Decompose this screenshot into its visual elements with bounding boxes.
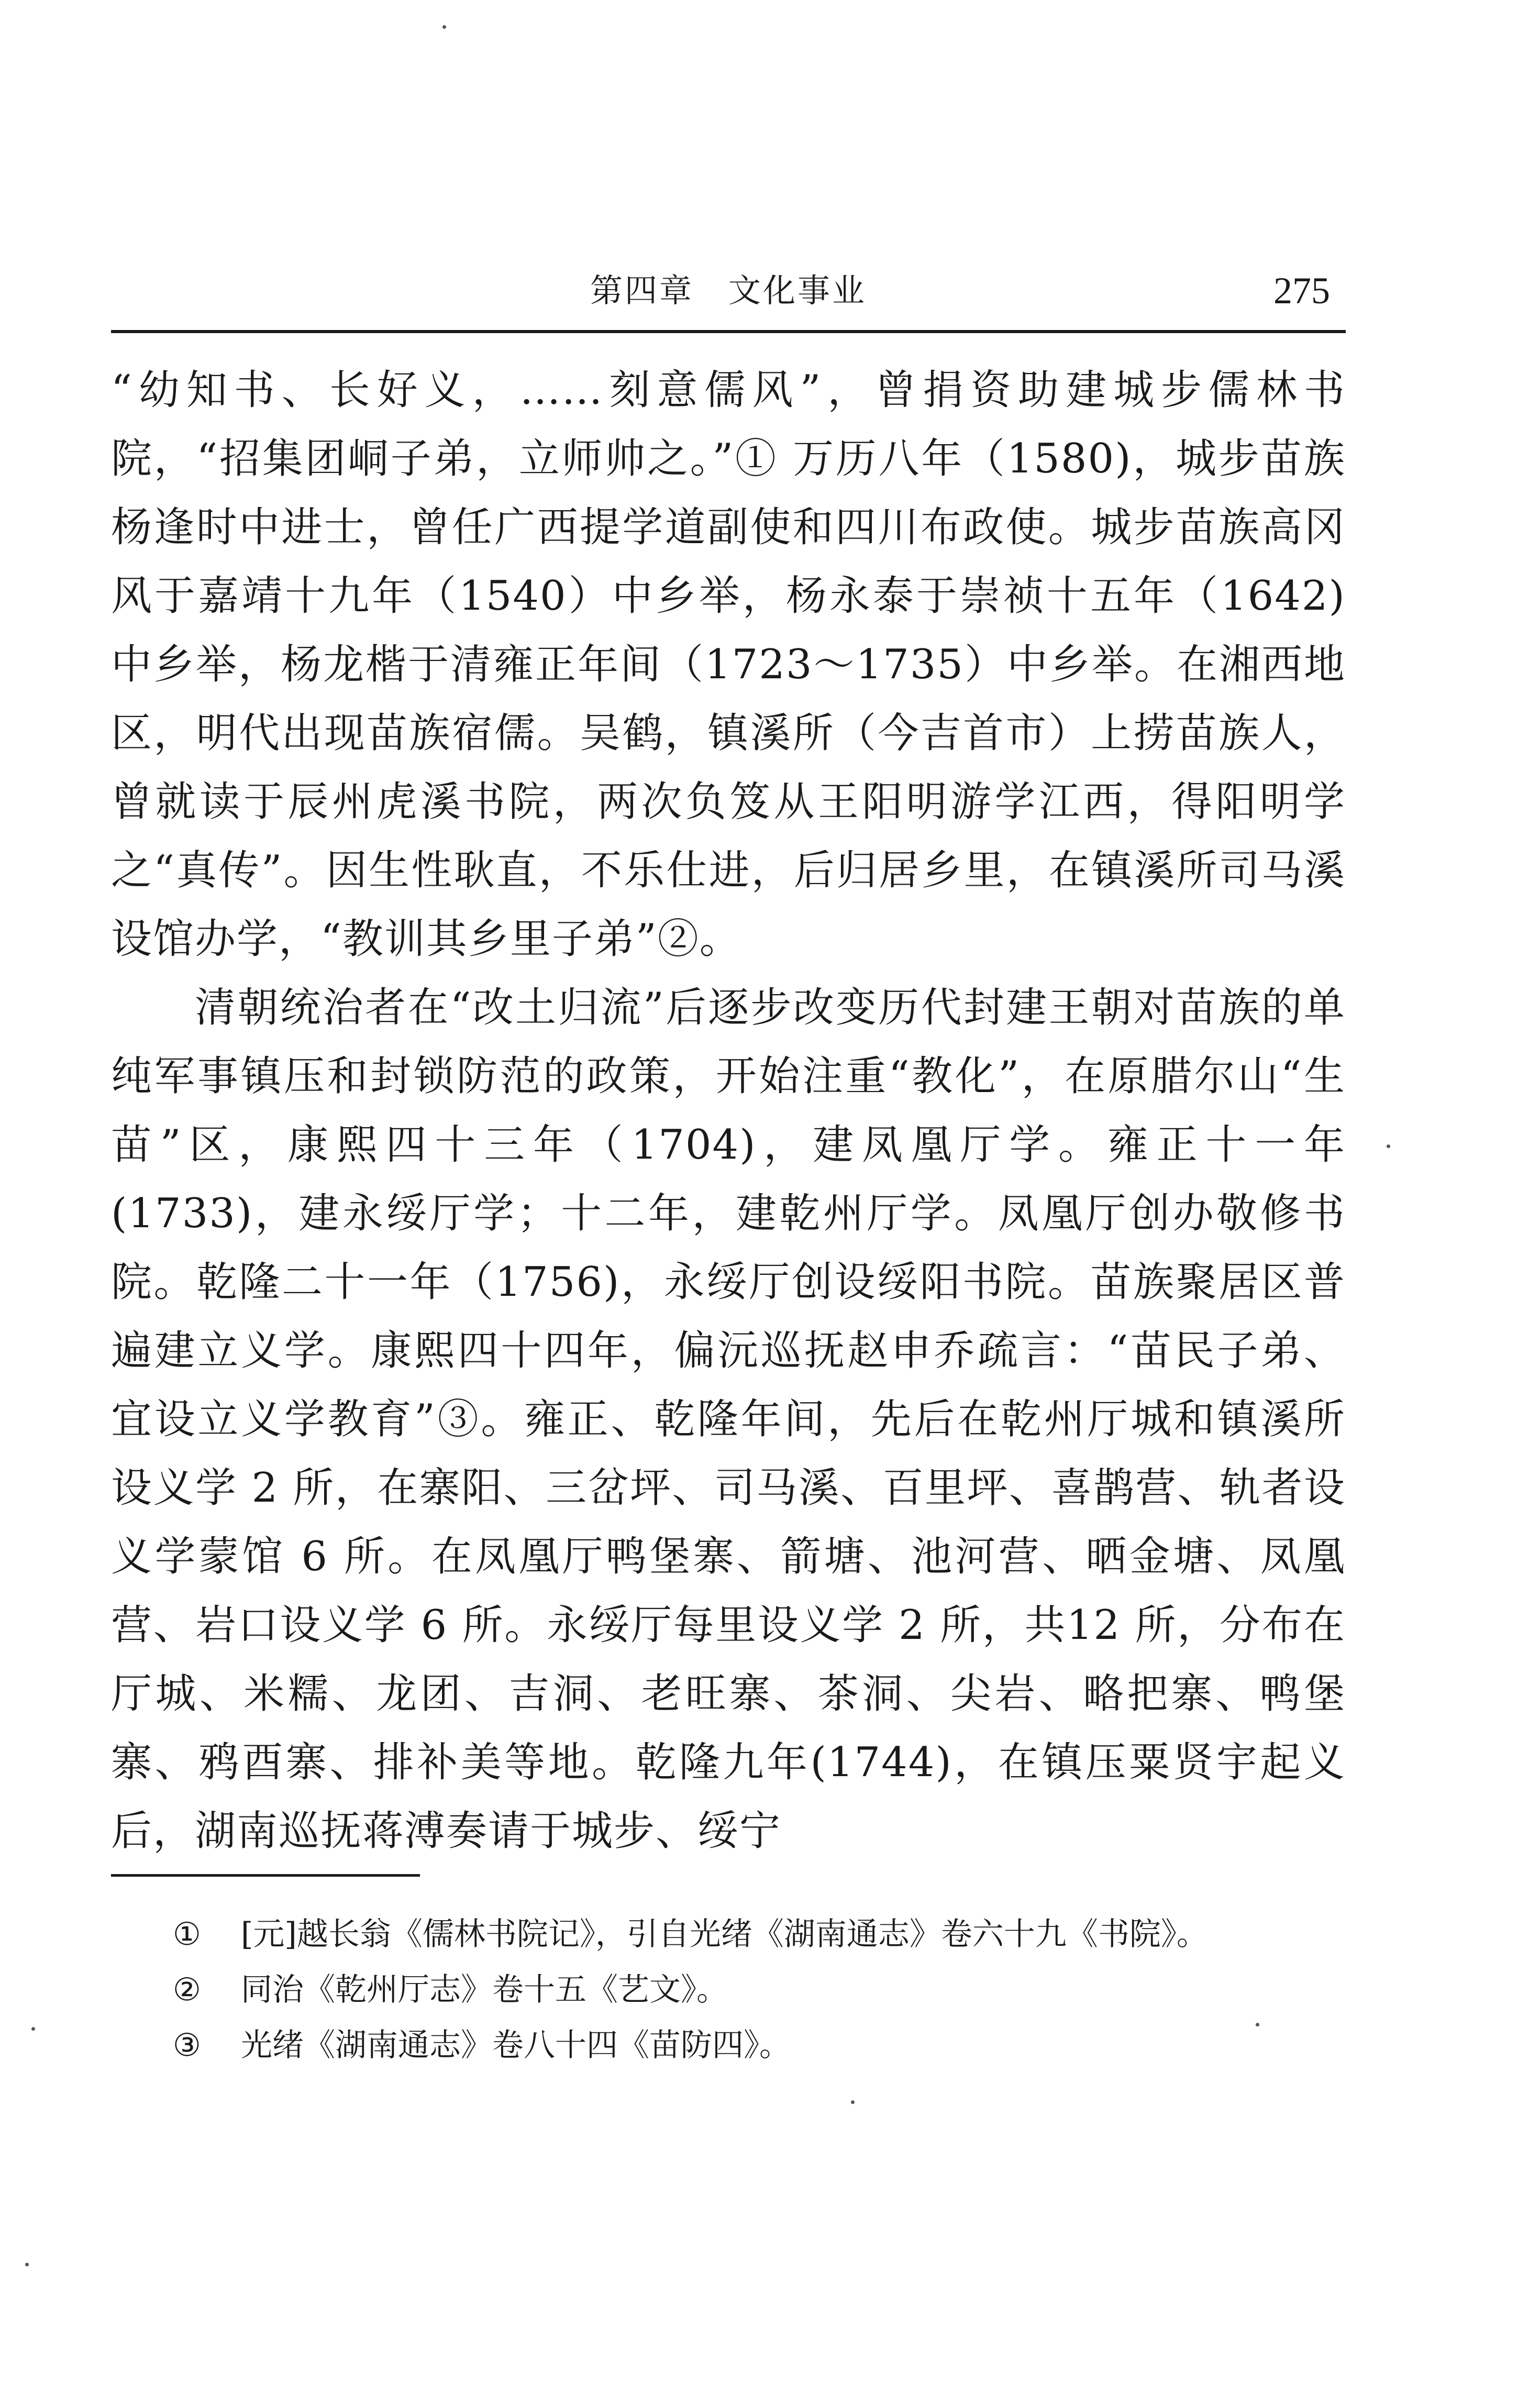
footnote — [173, 2018, 1346, 2073]
footnote — [173, 1962, 1346, 2018]
footnotes — [173, 1907, 1346, 2073]
footnote-mark: ② — [173, 1972, 201, 2008]
scan-speck — [851, 2100, 855, 2104]
footnote — [173, 1907, 1346, 1962]
scan-speck — [25, 2263, 29, 2266]
page-number: 275 — [1273, 270, 1330, 312]
footnote-text: 同治《乾州厅志》卷十五《艺文》。 — [241, 1972, 728, 2008]
header-rule — [111, 330, 1346, 333]
footnote-rule — [111, 1874, 420, 1877]
running-header — [111, 265, 1346, 317]
paragraph: 清朝统治者在“改土归流”后逐步改变历代封建王朝对苗族的单纯军事镇压和封锁防范的政策，开始注重“教化”，在原腊尔山“生苗”区，康熙四十三年（1704)，建凤凰厅学。雍正十一年(1733)，建永绥厅学；十二年，建乾州厅学。凤凰厅创办敬修书院。乾隆二十一年（1756)，永绥厅创设绥阳书院。苗族聚居区普遍建立义学。康熙四十四年，偏沅巡抚赵申乔疏言：“苗民子弟、宜设立义学教育”③。雍正、乾隆年间，先后在乾州厅城和镇溪所设义学 2 所，在寨阳、三岔坪、司马溪、百里坪、喜鹊营、轨者设义学蒙馆 6 所。在凤凰厅鸭堡寨、箭塘、池河营、晒金塘、凤凰营、岩口设义学 6 所。永绥厅每里设义学 2 所，共12 所，分布在厅城、米糯、龙团、吉洞、老旺寨、茶洞、尖岩、略把寨、鸭堡寨、鸦酉寨、排补美等地。乾隆九年(1744)，在镇压粟贤宇起义后，湖南巡抚蒋溥奏请于城步、绥宁 — [111, 984, 1346, 1855]
paragraph: “幼知书、长好义，……刻意儒风”，曾捐资助建城步儒林书院，“招集团峒子弟，立师帅之。”① 万历八年（1580)，城步苗族杨逢时中进士，曾任广西提学道副使和四川布政使。城步苗族高冈风于嘉靖十九年（1540）中乡举，杨永泰于崇祯十五年（1642) 中乡举，杨龙楷于清雍正年间（1723～1735）中乡举。在湘西地区，明代出现苗族宿儒。吴鹤，镇溪所（今吉首市）上捞苗族人，曾就读于辰州虎溪书院，两次负笈从王阳明游学江西，得阳明学之“真传”。因生性耿直，不乐仕进，后归居乡里，在镇溪所司马溪设馆办学，“教训其乡里子弟”②。 — [111, 367, 1346, 963]
footnote-text: [元]越长翁《儒林书院记》，引自光绪《湖南通志》卷六十九《书院》。 — [241, 1916, 1208, 1953]
scan-speck — [1256, 2023, 1259, 2026]
scan-speck — [31, 2027, 35, 2031]
chapter-title: 第四章 文化事业 — [590, 271, 867, 310]
footnote-mark: ③ — [173, 2027, 201, 2064]
footnote-mark: ① — [173, 1916, 201, 1953]
body-text — [111, 356, 1346, 1866]
scan-speck — [1387, 1144, 1390, 1148]
footnote-text: 光绪《湖南通志》卷八十四《苗防四》。 — [241, 2027, 791, 2064]
scan-speck — [442, 25, 446, 29]
